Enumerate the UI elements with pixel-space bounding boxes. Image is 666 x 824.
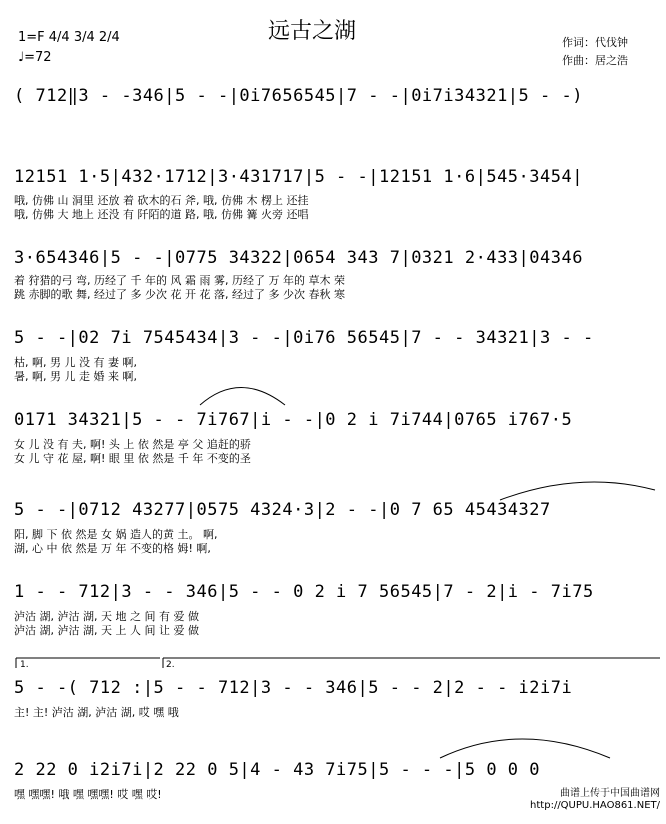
lyrics-row-5-verse-1: 女 儿 没 有 夫, 啊! 头 上 依 然是 亭 父 追赶的骄: [14, 438, 251, 451]
lyrics-row-5-verse-2: 女 儿 守 花 屋, 啊! 眼 里 依 然是 千 年 不变的圣: [14, 452, 251, 465]
score-row-1: ( 712‖3 - -346|5 - -|0i7656545|7 - -|0i7i34321|5 - -): [14, 86, 583, 106]
site-watermark: [530, 788, 660, 812]
lyrics-row-6-verse-2: 湖, 心 中 依 然是 万 年 不变的格 姆! 啊,: [14, 542, 211, 555]
key-signature: 1=F 4/4 3/4 2/4: [18, 30, 120, 45]
volta-1: 1.: [20, 660, 29, 670]
score-row-9: 2 22 0 i2i7i|2 22 0 5|4 - 43 7i75|5 - - -|5 0 0 0: [14, 760, 541, 780]
score-row-4: 5 - -|02 7i 7545434|3 - -|0i76 56545|7 - - 34321|3 - -: [14, 328, 594, 348]
volta-2: 2.: [166, 660, 175, 670]
tempo-marking: ♩=72: [18, 50, 52, 65]
lyrics-row-7-verse-2: 泸沽 湖, 泸沽 湖, 天 上 人 间 让 爱 做: [14, 624, 199, 637]
score-row-5: 0171 34321|5 - - 7i767|i - -|0 2 i 7i744|0765 i767·5: [14, 410, 573, 430]
lyrics-row-3-verse-2: 跳 赤脚的歌 舞, 经过了 多 少次 花 开 花 落, 经过了 多 少次 春秋 寒: [14, 288, 345, 301]
score-row-6: 5 - -|0712 43277|0575 4324·3|2 - -|0 7 65 45434327: [14, 500, 551, 520]
lyrics-row-8: 主! 主! 泸沽 湖, 泸沽 湖, 哎 嘿 哦: [14, 706, 179, 719]
lyricist-credit: 作词：代伐钟: [562, 36, 628, 49]
lyrics-row-2-verse-2: 哦, 仿佛 大 地上 还没 有 阡陌的道 路, 哦, 仿佛 篝 火旁 还唱: [14, 208, 309, 221]
score-row-3: 3·654346|5 - -|0775 34322|0654 343 7|0321 2·433|04346: [14, 248, 583, 268]
lyrics-row-2-verse-1: 哦, 仿佛 山 洞里 还放 着 砍木的石 斧, 哦, 仿佛 木 楞上 还挂: [14, 194, 309, 207]
lyrics-row-4-verse-2: 暑, 啊, 男 儿 走 婚 来 啊,: [14, 370, 137, 383]
score-row-7: 1 - - 712|3 - - 346|5 - - 0 2 i 7 56545|7 - 2|i - 7i75: [14, 582, 594, 602]
lyrics-row-7-verse-1: 泸沽 湖, 泸沽 湖, 天 地 之 间 有 爱 做: [14, 610, 199, 623]
composer-credit: 作曲：居之浩: [562, 54, 628, 67]
score-row-8: 5 - -( 712 :|5 - - 712|3 - - 346|5 - - 2|2 - - i2i7i: [14, 678, 573, 698]
lyrics-row-6-verse-1: 阳, 脚 下 依 然是 女 娲 造人的黄 土。 啊,: [14, 528, 218, 541]
lyrics-row-3-verse-1: 着 狩猎的弓 弯, 历经了 千 年的 风 霜 雨 雾, 历经了 万 年的 草木 荣: [14, 274, 345, 287]
lyrics-row-9: 嘿 嘿嘿! 哦 嘿 嘿嘿! 哎 嘿 哎!: [14, 788, 162, 801]
score-row-2: 12151 1·5|432·1712|3·431717|5 - -|12151 1·6|545·3454|: [14, 167, 583, 187]
song-title: 远古之湖: [268, 19, 357, 44]
lyrics-row-4-verse-1: 枯, 啊, 男 儿 没 有 妻 啊,: [14, 356, 137, 369]
watermark-line-2: http://QUPU.HAO861.NET/: [530, 800, 660, 811]
watermark-line-1: 曲谱上传于中国曲谱网: [560, 788, 660, 799]
